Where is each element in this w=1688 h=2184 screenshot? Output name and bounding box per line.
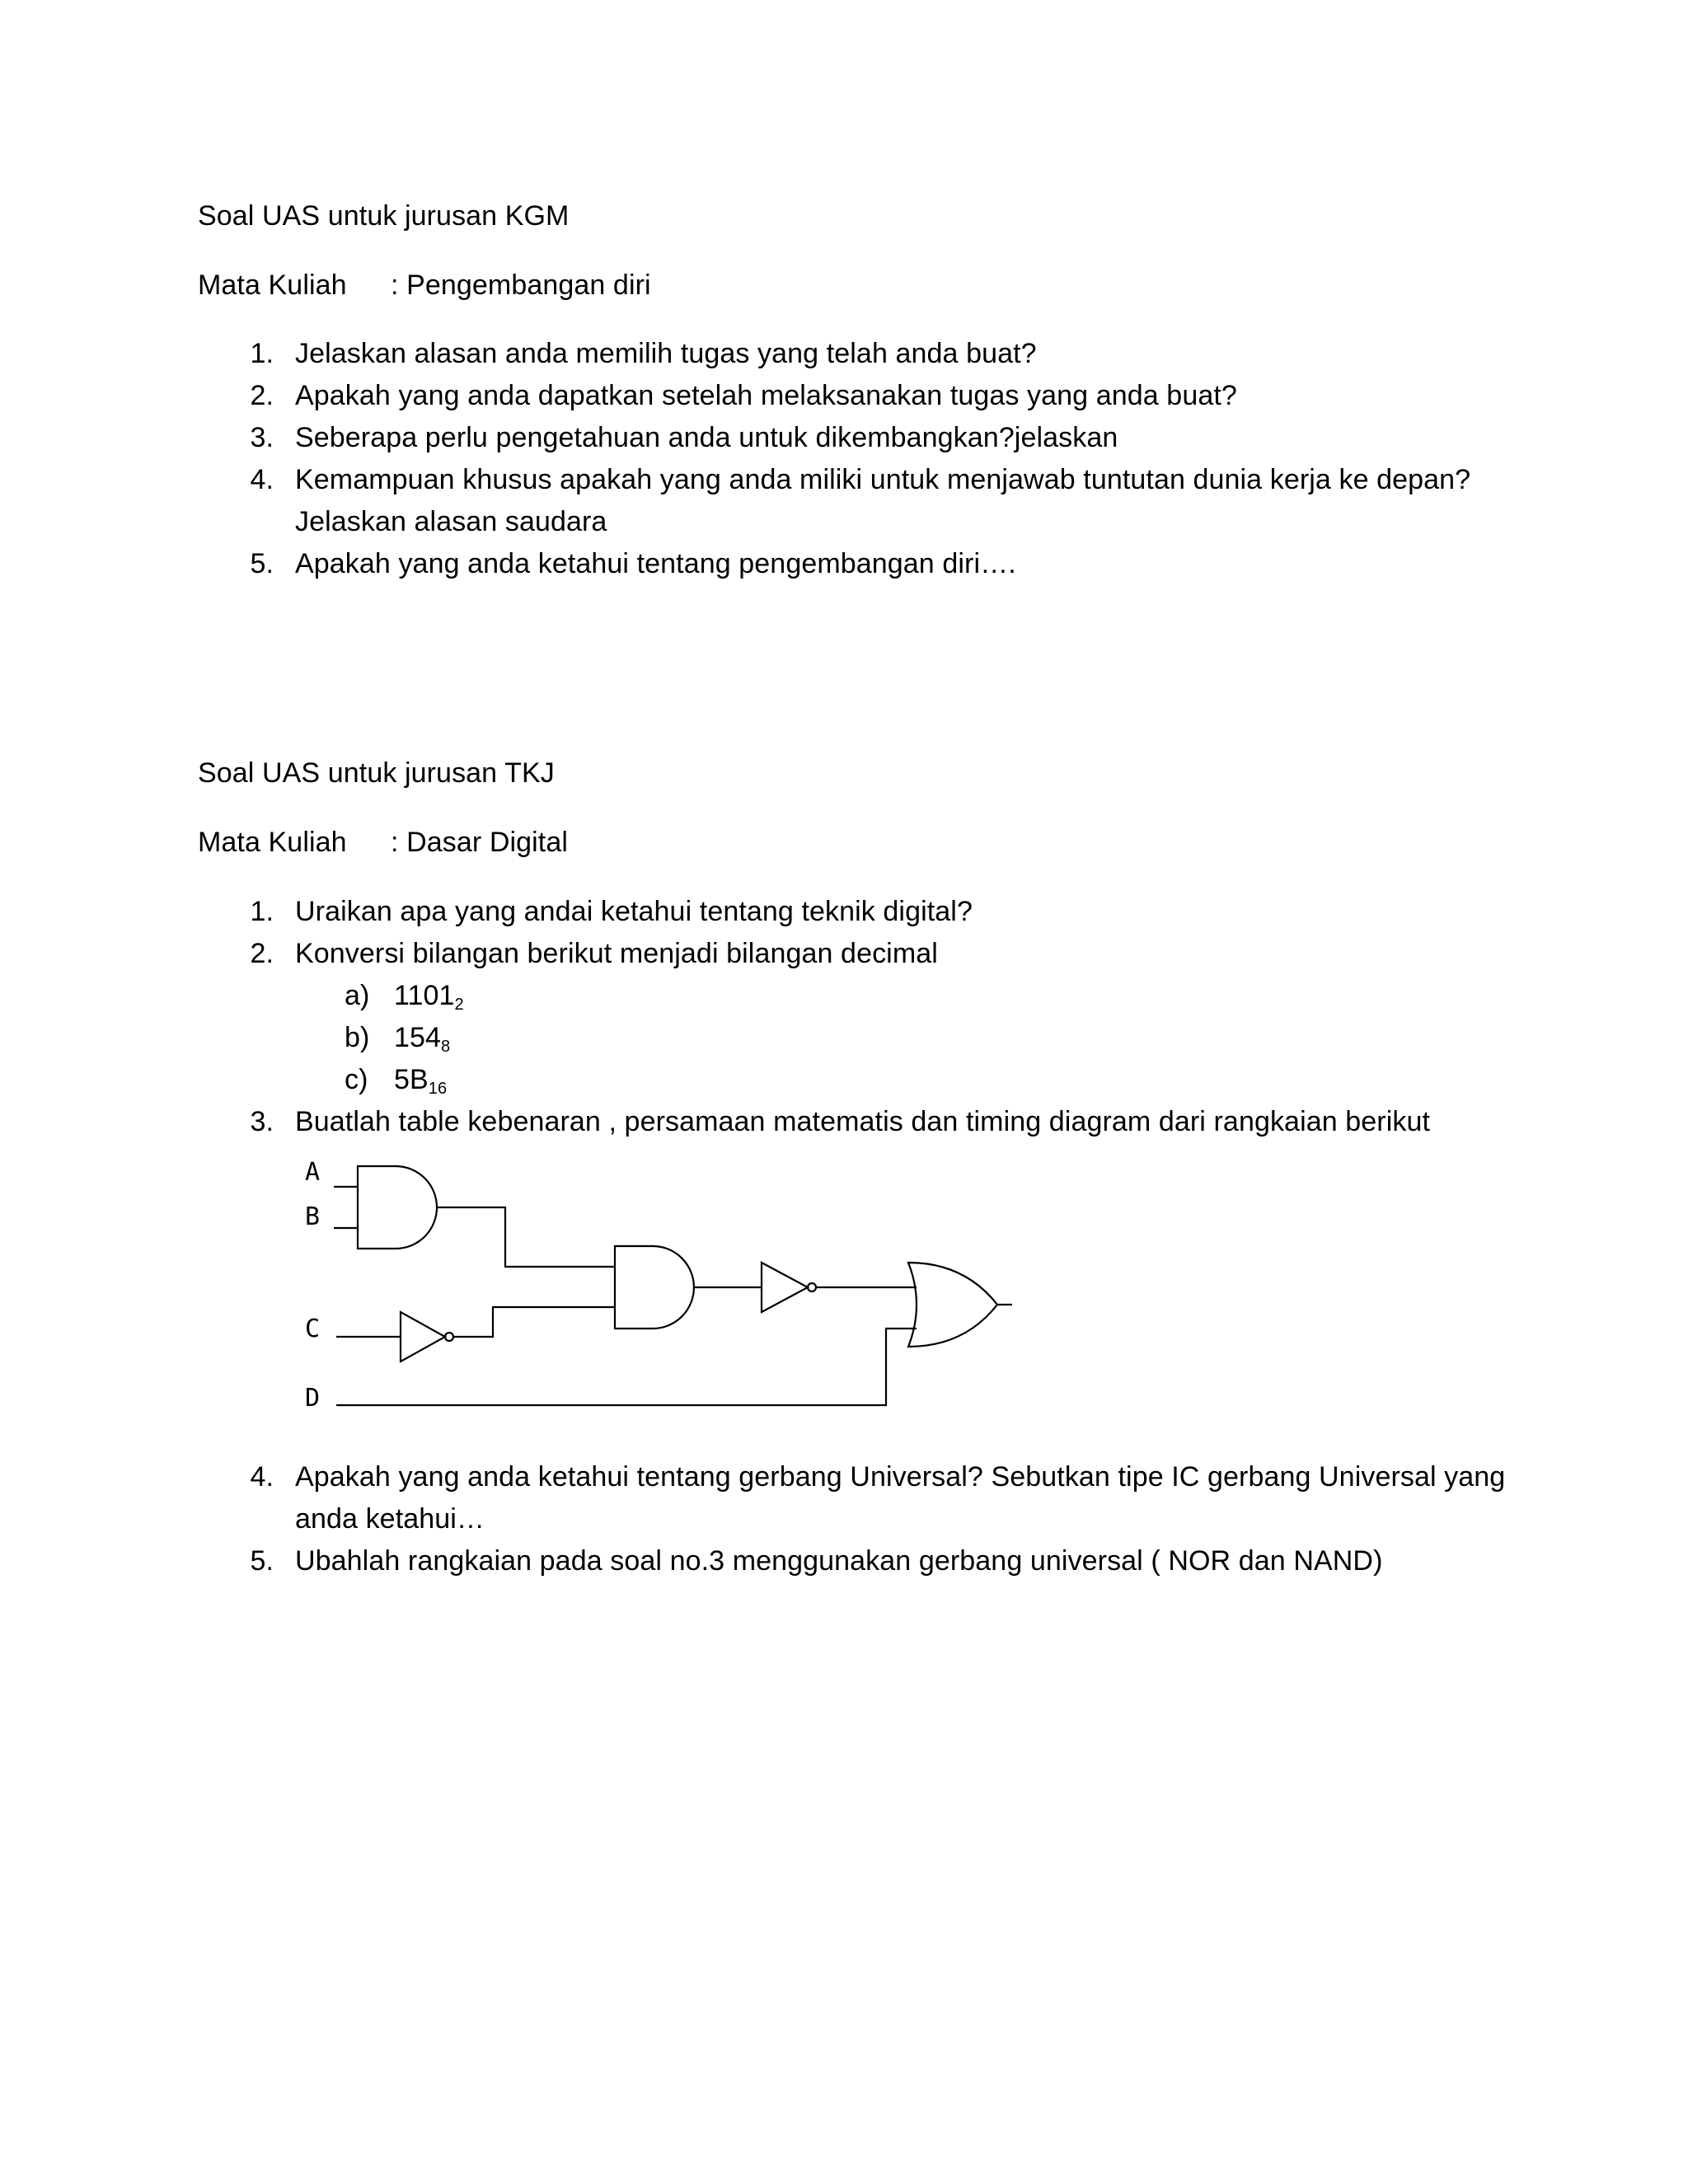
section-heading-kgm: Soal UAS untuk jurusan KGM	[198, 200, 570, 232]
course-value-tkj: : Dasar Digital	[391, 827, 569, 858]
or-gate	[908, 1263, 997, 1347]
not-gate	[762, 1263, 808, 1312]
not-gate	[401, 1312, 445, 1361]
input-label-b: B	[305, 1202, 321, 1231]
input-label-a: A	[305, 1158, 321, 1187]
and-gate	[615, 1246, 694, 1329]
course-label-kgm: Mata Kuliah	[198, 269, 347, 301]
wire-and1-out	[437, 1207, 615, 1267]
input-label-d: D	[305, 1384, 321, 1413]
input-label-c: C	[305, 1315, 321, 1343]
section-heading-tkj: Soal UAS untuk jurusan TKJ	[198, 757, 555, 789]
wire-notc-out	[453, 1307, 615, 1337]
course-value-kgm: : Pengembangan diri	[391, 269, 651, 301]
wire-d	[336, 1329, 917, 1405]
document-page: Soal UAS untuk jurusan KGM Mata Kuliah : Pengembangan diri 1. Jelaskan alasan anda memilih tugas yang telah anda buat? 2. Apakah yang anda dapatkan setelah melaksanakan tugas yang anda buat? 3. Seberapa perlu pengetahuan anda untuk dikembangkan?jelaskan 4. Kemampuan khusus apakah yang anda miliki untuk menjawab tuntutan dunia kerja ke depan? Jelaskan alasan saudara 5. Apakah yang anda ketahui tentang pengembangan diri…. Soal UAS untuk jurusan TKJ Mata Kuliah : Dasar Digital 1. Uraikan apa yang andai ketahui tentang teknik digital? 2. Konversi bilangan berikut menjadi bilangan decimal a) $1101_2$ b) $154_8$ c) $5B_{16}$ 3. Buatlah table kebenaran , persamaan matematis dan timing diagram dari rangkaian berikut A B C D 4. Apakah yang anda ketahui tentang gerbang Universal? Sebutkan tipe IC gerbang Universal yang anda ketahui… 5. Ubahlah rangkaian pada soal no.3 menggunakan gerbang universal ( NOR dan NAND)	[0, 0, 1688, 2184]
course-label-tkj: Mata Kuliah	[198, 827, 347, 858]
and-gate	[358, 1166, 437, 1249]
